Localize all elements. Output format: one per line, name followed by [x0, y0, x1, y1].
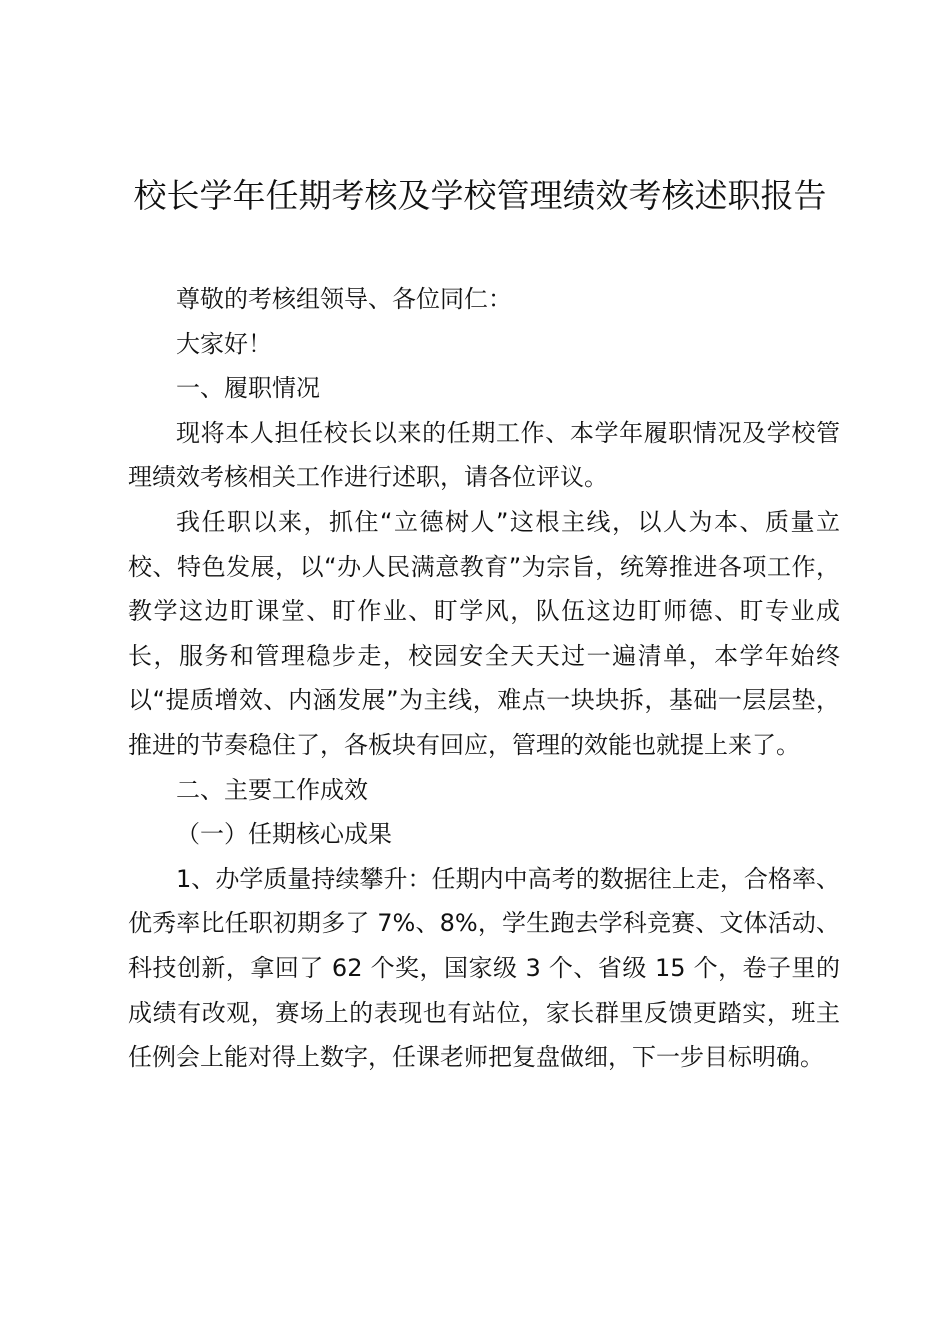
salutation: 尊敬的考核组领导、各位同仁： [176, 285, 512, 313]
paragraph-quality: 1、办学质量持续攀升：任期内中高考的数据往上走，合格率、优秀率比任职初期多了 7%、8%，学生跑去学科竞赛、文体活动、科技创新，拿回了 62 个奖，国家级 3 个、省级 15 个，卷子里的成绩有改观，赛场上的表现也有站位，家长群里反馈更踏实，班主任例会上能对得上数字，任课老师把复盘做细，下一步目标明确。 [128, 864, 840, 1072]
paragraph-intro: 现将本人担任校长以来的任期工作、本学年履职情况及学校管理绩效考核相关工作进行述职，请各位评议。 [128, 418, 840, 492]
document-title: 校长学年任期考核及学校管理绩效考核述职报告 [133, 176, 827, 215]
greeting: 大家好！ [176, 329, 272, 358]
paragraph-overview: 我任职以来，抓住“立德树人”这根主线，以人为本、质量立校、特色发展，以“办人民满意教育”为宗旨，统筹推进各项工作，教学这边盯课堂、盯作业、盯学风，队伍这边盯师德、盯专业成长，服务和管理稳步走，校园安全天天过一遍清单，本学年始终以“提质增效、内涵发展”为主线，难点一块块拆，基础一层层垫，推进的节奏稳住了，各板块有回应，管理的效能也就提上来了。 [128, 507, 840, 759]
section-heading-performance: 一、履职情况 [176, 374, 320, 403]
section-heading-achievements: 二、主要工作成效 [176, 775, 368, 804]
document-body [128, 277, 840, 1080]
subsection-heading-core-results: （一）任期核心成果 [176, 820, 392, 849]
